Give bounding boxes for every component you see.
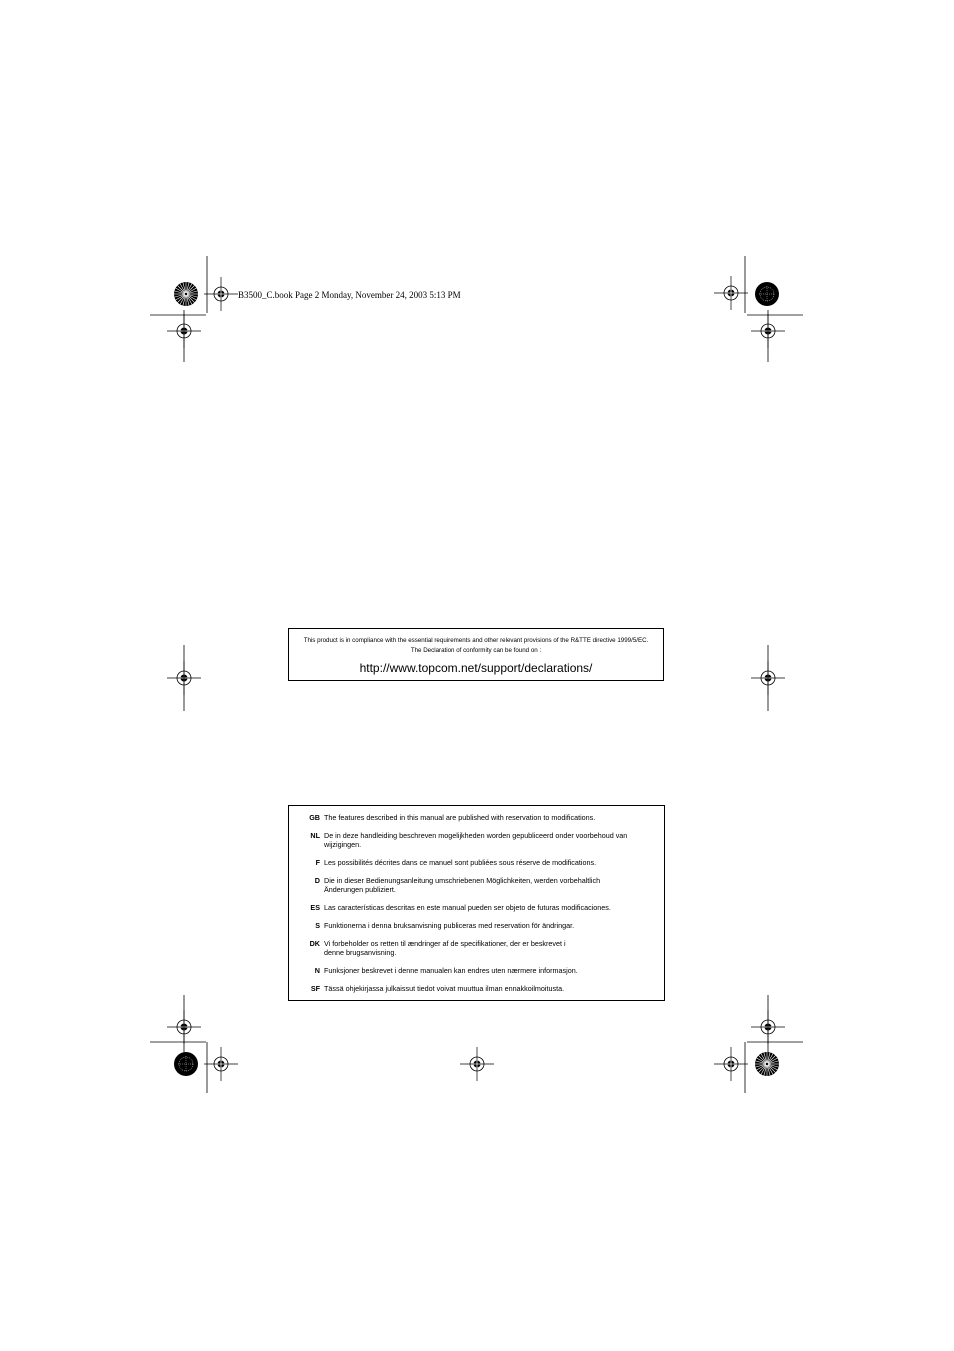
language-code: N — [314, 966, 320, 975]
language-code: DK — [309, 939, 320, 948]
language-code: F — [315, 858, 320, 867]
language-code: GB — [309, 813, 320, 822]
notice-text: Les possibilités décrites dans ce manuel sont publiées sous réserve de modifications. — [324, 858, 597, 867]
starburst-registration-icon — [174, 1052, 198, 1076]
notice-text: The features described in this manual are published with reservation to modifications. — [324, 813, 596, 822]
notice-text: De in deze handleiding beschreven mogelijkheden worden gepubliceerd onder voorbehoud van wijzigingen. — [324, 831, 628, 849]
starburst-registration-icon — [174, 282, 198, 306]
notice-text: Vi forbeholder os retten til ændringer af de specifikationer, der er beskrevet i denne brugsanvisning. — [324, 939, 566, 957]
language-code: NL — [310, 831, 320, 840]
print-header-stamp: B3500_C.book Page 2 Monday, November 24, 2003 5:13 PM — [238, 290, 461, 300]
registration-crosshair-icon — [714, 1047, 748, 1081]
notice-text: Die in dieser Bedienungsanleitung umschriebenen Möglichkeiten, werden vorbehaltlich Änderungen publiziert. — [324, 876, 601, 894]
language-code: SF — [310, 984, 320, 993]
compliance-statement: This product is in compliance with the essential requirements and other relevant provisions of the R&TTE directive 1999/5/EC. — [303, 637, 649, 644]
language-code: D — [314, 876, 320, 885]
notice-text: Tässä ohjekirjassa julkaissut tiedot voivat muuttua ilman ennakkoilmoitusta. — [324, 984, 565, 993]
declaration-url-link[interactable]: http://www.topcom.net/support/declarations/ — [359, 661, 593, 675]
registration-crosshair-icon — [714, 276, 748, 310]
language-notices-box — [288, 805, 665, 1001]
starburst-registration-icon — [755, 1052, 779, 1076]
starburst-registration-icon — [755, 282, 779, 306]
declaration-hint: The Declaration of conformity can be found on : — [410, 647, 542, 654]
registration-crosshair-icon — [204, 277, 238, 311]
registration-crosshair-icon — [204, 1047, 238, 1081]
notice-text: Funktionerna i denna bruksanvisning publiceras med reservation för ändringar. — [324, 921, 575, 930]
compliance-notice-box — [288, 628, 664, 681]
language-code: S — [315, 921, 320, 930]
language-code: ES — [310, 903, 320, 912]
registration-crosshair-icon — [460, 1047, 494, 1081]
notice-text: Las características descritas en este manual pueden ser objeto de futuras modificaciones. — [324, 903, 611, 912]
notice-text: Funksjoner beskrevet i denne manualen kan endres uten nærmere informasjon. — [324, 966, 578, 975]
